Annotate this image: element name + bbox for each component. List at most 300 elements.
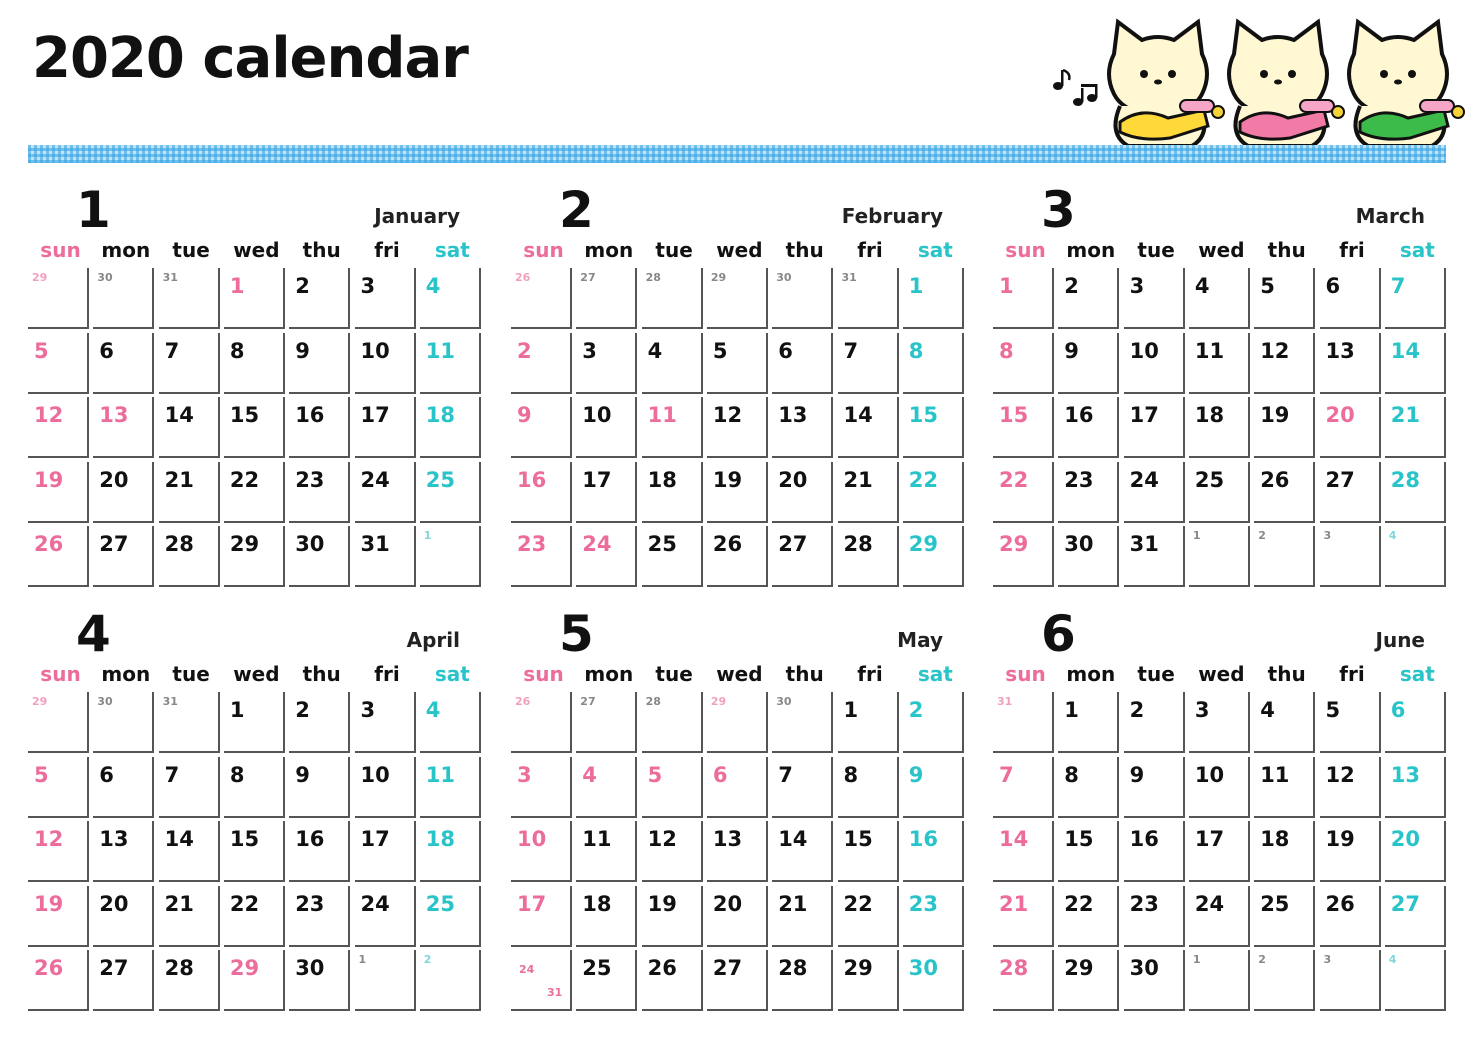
day-cell[interactable] [1189,886,1250,947]
day-cell[interactable] [511,886,572,947]
weekday-label-fri: fri [1339,238,1365,262]
day-cell[interactable] [511,397,572,458]
day-cell[interactable] [224,757,285,818]
day-cell[interactable] [1320,526,1381,587]
day-cell[interactable] [224,333,285,394]
day-cell[interactable] [93,950,154,1011]
weekday-label-tue: tue [655,238,693,262]
day-cell[interactable] [1124,886,1185,947]
day-cell[interactable] [707,333,768,394]
month-number: 2 [559,181,594,239]
day-cell[interactable] [1058,462,1119,523]
day-cell[interactable] [1189,950,1250,1011]
day-cell[interactable] [1320,462,1381,523]
weekday-header [28,238,483,268]
day-number: 21 [1390,403,1421,428]
day-number: 12 [1325,762,1355,787]
day-cell[interactable] [1254,757,1315,818]
day-cell[interactable] [28,268,89,329]
day-cell[interactable] [838,268,899,329]
day-cell[interactable] [903,757,964,818]
day-cell[interactable] [289,757,350,818]
day-number: 22 [999,467,1029,492]
day-cell[interactable] [838,462,899,523]
day-cell[interactable] [289,886,350,947]
day-cell[interactable] [707,821,768,882]
day-cell[interactable] [511,950,572,1011]
day-cell[interactable] [707,268,768,329]
day-cell[interactable] [772,397,833,458]
day-number: 2 [1258,953,1266,967]
day-cell[interactable] [993,526,1054,587]
month-name: March [1355,204,1425,228]
day-cell[interactable] [355,821,416,882]
day-cell[interactable] [355,462,416,523]
day-number: 18 [647,467,677,492]
day-number: 22 [229,467,260,492]
day-cell[interactable] [903,950,964,1011]
day-cell[interactable] [993,333,1054,394]
day-cell[interactable] [838,821,899,882]
day-cell[interactable] [1320,950,1381,1011]
day-cell[interactable] [993,757,1054,818]
day-cell[interactable] [772,950,833,1011]
day-cell[interactable] [1189,268,1250,329]
day-number: 29 [710,271,727,284]
day-cell[interactable] [993,886,1054,947]
day-cell[interactable] [420,268,481,329]
day-cell[interactable] [993,692,1054,753]
day-number: 19 [34,891,64,916]
day-cell[interactable] [903,526,964,587]
day-cell[interactable] [1320,268,1381,329]
weekday-label-mon: mon [1066,238,1116,262]
day-cell[interactable] [224,397,285,458]
day-cell[interactable] [355,950,416,1011]
day-cell[interactable] [1254,821,1315,882]
day-cell[interactable] [28,757,89,818]
day-cell[interactable] [576,526,637,587]
weekday-label-mon: mon [584,238,634,262]
day-number: 2 [517,338,532,363]
day-cell[interactable] [159,462,220,523]
day-grid [511,692,966,1014]
day-number: 30 [1064,532,1094,557]
day-cell[interactable] [511,757,572,818]
day-cell[interactable] [576,950,637,1011]
day-cell[interactable] [772,268,833,329]
day-cell[interactable] [1385,397,1446,458]
day-cell[interactable] [1058,268,1119,329]
day-cell[interactable] [642,692,703,753]
day-grid [28,268,483,590]
day-cell[interactable] [1320,397,1381,458]
day-number: 28 [999,956,1029,981]
day-cell[interactable] [1189,462,1250,523]
day-cell[interactable] [355,692,416,753]
day-number: 15 [229,827,260,852]
day-cell[interactable] [642,462,703,523]
day-cell[interactable] [903,692,964,753]
day-cell[interactable] [1385,692,1446,753]
day-cell[interactable] [420,757,481,818]
day-cell[interactable] [93,692,154,753]
day-cell[interactable] [159,268,220,329]
day-cell[interactable] [903,333,964,394]
day-cell[interactable] [1124,333,1185,394]
day-number: 21 [999,891,1029,916]
day-number: 26 [1325,891,1355,916]
day-number: 28 [164,956,194,981]
day-cell[interactable] [1058,333,1119,394]
day-cell[interactable] [576,333,637,394]
day-cell[interactable] [289,333,350,394]
weekday-label-thu: thu [302,238,341,262]
day-cell[interactable] [903,397,964,458]
month-number: 1 [76,181,111,239]
day-cell[interactable] [1189,692,1250,753]
day-cell[interactable] [993,462,1054,523]
day-number: 30 [295,532,325,557]
day-number: 10 [582,403,612,428]
day-cell[interactable] [1189,397,1250,458]
day-number: 1 [423,529,432,543]
day-cell[interactable] [1124,268,1185,329]
day-cell[interactable] [420,462,481,523]
weekday-label-sat: sat [434,238,470,262]
day-cell[interactable] [355,268,416,329]
day-grid [993,268,1448,590]
day-cell[interactable] [1254,526,1315,587]
day-cell[interactable] [1385,333,1446,394]
day-cell[interactable] [1189,526,1250,587]
month-name: February [841,204,943,228]
day-cell[interactable] [1254,268,1315,329]
day-cell[interactable] [289,462,350,523]
day-number: 25 [1260,891,1290,916]
day-cell[interactable] [93,886,154,947]
day-cell[interactable] [576,268,637,329]
day-cell[interactable] [93,333,154,394]
day-cell[interactable] [707,526,768,587]
day-cell[interactable] [420,821,481,882]
day-number: 16 [908,827,939,852]
day-cell[interactable] [511,526,572,587]
day-cell[interactable] [1124,757,1185,818]
day-cell[interactable] [1058,397,1119,458]
day-number: 2 [295,274,310,298]
day-cell[interactable] [1254,333,1315,394]
day-cell[interactable] [28,397,89,458]
day-cell[interactable] [1254,950,1315,1011]
day-cell[interactable] [1254,692,1315,753]
day-number: 27 [580,271,596,284]
day-cell[interactable] [159,950,220,1011]
day-cell[interactable] [772,333,833,394]
day-cell[interactable] [420,333,481,394]
day-cell[interactable] [1058,886,1119,947]
day-cell[interactable] [289,397,350,458]
day-cell[interactable] [772,692,833,753]
day-cell[interactable] [1320,757,1381,818]
day-cell[interactable] [1058,757,1119,818]
day-number: 25 [582,956,612,981]
day-cell[interactable] [355,757,416,818]
day-number: 15 [999,403,1029,428]
day-cell[interactable] [772,821,833,882]
day-cell[interactable] [838,757,899,818]
day-cell[interactable] [1058,950,1119,1011]
day-cell[interactable] [772,462,833,523]
day-cell[interactable] [838,526,899,587]
day-number: 12 [647,827,677,852]
day-number: 12 [712,403,743,428]
day-number: 23 [1129,891,1159,916]
day-cell[interactable] [511,462,572,523]
weekday-label-wed: wed [233,662,280,686]
day-number: 5 [712,338,728,363]
day-number: 19 [647,891,677,916]
day-cell[interactable] [159,397,220,458]
day-cell[interactable] [1189,333,1250,394]
day-cell[interactable] [642,526,703,587]
day-cell[interactable] [420,692,481,753]
day-cell[interactable] [28,462,89,523]
day-cell[interactable] [93,526,154,587]
day-cell[interactable] [28,526,89,587]
day-cell[interactable] [159,692,220,753]
day-cell[interactable] [355,886,416,947]
day-cell[interactable] [993,397,1054,458]
day-cell[interactable] [576,757,637,818]
day-cell[interactable] [576,397,637,458]
day-cell[interactable] [1385,462,1446,523]
day-number: 8 [229,762,245,787]
day-cell[interactable] [993,950,1054,1011]
day-cell[interactable] [642,268,703,329]
day-number: 26 [1260,467,1290,492]
day-cell[interactable] [224,692,285,753]
day-cell[interactable] [1058,692,1119,753]
day-cell[interactable] [420,526,481,587]
day-number: 29 [908,532,939,557]
day-cell[interactable] [355,333,416,394]
day-number: 17 [360,827,390,852]
day-number: 1 [358,953,367,967]
day-number: 19 [1260,403,1290,428]
day-cell[interactable] [1385,526,1446,587]
day-number: 30 [908,956,939,981]
weekday-label-fri: fri [1339,662,1365,686]
day-cell[interactable] [772,526,833,587]
day-cell[interactable] [159,821,220,882]
day-number: 14 [164,403,194,428]
day-cell[interactable] [511,268,572,329]
day-number: 24 [360,467,390,492]
day-cell[interactable] [576,462,637,523]
month-april [28,606,484,1006]
day-cell[interactable] [93,397,154,458]
day-cell[interactable] [511,821,572,882]
day-number: 26 [647,956,677,981]
day-cell[interactable] [707,950,768,1011]
day-cell[interactable] [707,757,768,818]
day-cell[interactable] [838,692,899,753]
day-cell[interactable] [159,757,220,818]
day-cell[interactable] [772,886,833,947]
day-cell[interactable] [576,821,637,882]
day-number: 28 [778,956,808,981]
day-number: 14 [843,403,873,428]
weekday-label-tue: tue [1137,662,1175,686]
day-number: 23 [1064,467,1094,492]
day-cell[interactable] [642,333,703,394]
day-cell[interactable] [1385,886,1446,947]
day-cell[interactable] [642,397,703,458]
day-number: 16 [517,467,547,492]
day-number: 12 [34,827,64,852]
day-cell[interactable] [576,886,637,947]
day-number: 3 [517,762,532,787]
day-cell[interactable] [772,757,833,818]
day-cell[interactable] [642,950,703,1011]
day-cell[interactable] [289,821,350,882]
day-cell[interactable] [28,886,89,947]
day-cell[interactable] [707,692,768,753]
day-cell[interactable] [576,692,637,753]
day-cell[interactable] [355,397,416,458]
day-cell[interactable] [224,268,285,329]
day-cell[interactable] [511,692,572,753]
month-january [28,182,484,582]
day-cell[interactable] [1385,268,1446,329]
weekday-label-fri: fri [374,662,400,686]
day-cell[interactable] [993,821,1054,882]
day-cell[interactable] [642,886,703,947]
day-cell[interactable] [903,462,964,523]
day-cell[interactable] [903,268,964,329]
day-cell[interactable] [838,950,899,1011]
day-number: 16 [1129,827,1159,852]
day-number: 16 [295,403,325,428]
day-number: 21 [778,891,808,916]
day-grid [511,268,966,590]
day-cell[interactable] [420,397,481,458]
day-cell[interactable] [224,526,285,587]
day-cell[interactable] [1189,821,1250,882]
day-number: 1 [999,274,1014,298]
day-number: 15 [908,403,939,428]
day-cell[interactable] [224,821,285,882]
day-cell[interactable] [93,757,154,818]
day-cell[interactable] [289,950,350,1011]
day-cell[interactable] [1254,397,1315,458]
day-cell[interactable] [93,268,154,329]
weekday-label-sun: sun [523,238,564,262]
day-cell[interactable] [1254,886,1315,947]
day-cell[interactable] [642,757,703,818]
day-cell[interactable] [707,886,768,947]
day-cell[interactable] [289,268,350,329]
day-cell[interactable] [159,333,220,394]
day-cell[interactable] [1320,821,1381,882]
day-cell[interactable] [707,462,768,523]
day-cell[interactable] [28,692,89,753]
day-cell[interactable] [1124,526,1185,587]
day-cell[interactable] [289,526,350,587]
day-cell[interactable] [1124,821,1185,882]
day-number: 18 [1260,827,1290,852]
day-cell[interactable] [1254,462,1315,523]
day-cell[interactable] [28,333,89,394]
day-cell[interactable] [420,950,481,1011]
day-number: 13 [99,403,129,428]
day-cell[interactable] [355,526,416,587]
day-cell[interactable] [224,950,285,1011]
day-cell[interactable] [642,821,703,882]
day-cell[interactable] [903,886,964,947]
day-cell[interactable] [1124,692,1185,753]
day-number: 3 [1323,953,1332,967]
month-name: May [897,628,943,652]
day-cell[interactable] [838,333,899,394]
day-cell[interactable] [1058,821,1119,882]
day-cell[interactable] [1320,333,1381,394]
day-number: 1 [843,698,859,722]
day-cell[interactable] [993,268,1054,329]
day-cell[interactable] [1385,821,1446,882]
day-cell[interactable] [93,821,154,882]
day-cell[interactable] [1320,886,1381,947]
day-number: 13 [99,827,129,852]
day-cell[interactable] [159,886,220,947]
weekday-header [28,662,483,692]
day-number: 31 [1129,532,1159,557]
day-cell[interactable] [707,397,768,458]
day-cell[interactable] [420,886,481,947]
weekday-label-tue: tue [172,662,210,686]
day-cell[interactable] [1124,462,1185,523]
day-cell[interactable] [1320,692,1381,753]
day-cell[interactable] [28,950,89,1011]
weekday-label-wed: wed [716,238,763,262]
day-cell[interactable] [1058,526,1119,587]
day-cell[interactable] [224,886,285,947]
day-cell[interactable] [903,821,964,882]
day-cell[interactable] [289,692,350,753]
day-cell[interactable] [511,333,572,394]
day-cell[interactable] [1124,950,1185,1011]
day-number: 1 [1064,698,1079,722]
day-number: 10 [360,762,390,787]
day-cell[interactable] [28,821,89,882]
day-number: 1 [1192,529,1201,543]
day-cell[interactable] [159,526,220,587]
day-number: 11 [647,403,677,428]
day-cell[interactable] [93,462,154,523]
day-cell[interactable] [838,886,899,947]
day-cell[interactable] [1385,757,1446,818]
day-cell[interactable] [1385,950,1446,1011]
day-cell[interactable] [1189,757,1250,818]
day-cell[interactable] [1124,397,1185,458]
day-cell[interactable] [838,397,899,458]
day-cell[interactable] [224,462,285,523]
day-number: 10 [360,338,390,363]
day-number: 31 [360,532,390,557]
page-title: 2020 calendar [32,26,468,91]
day-number: 4 [1260,698,1275,722]
